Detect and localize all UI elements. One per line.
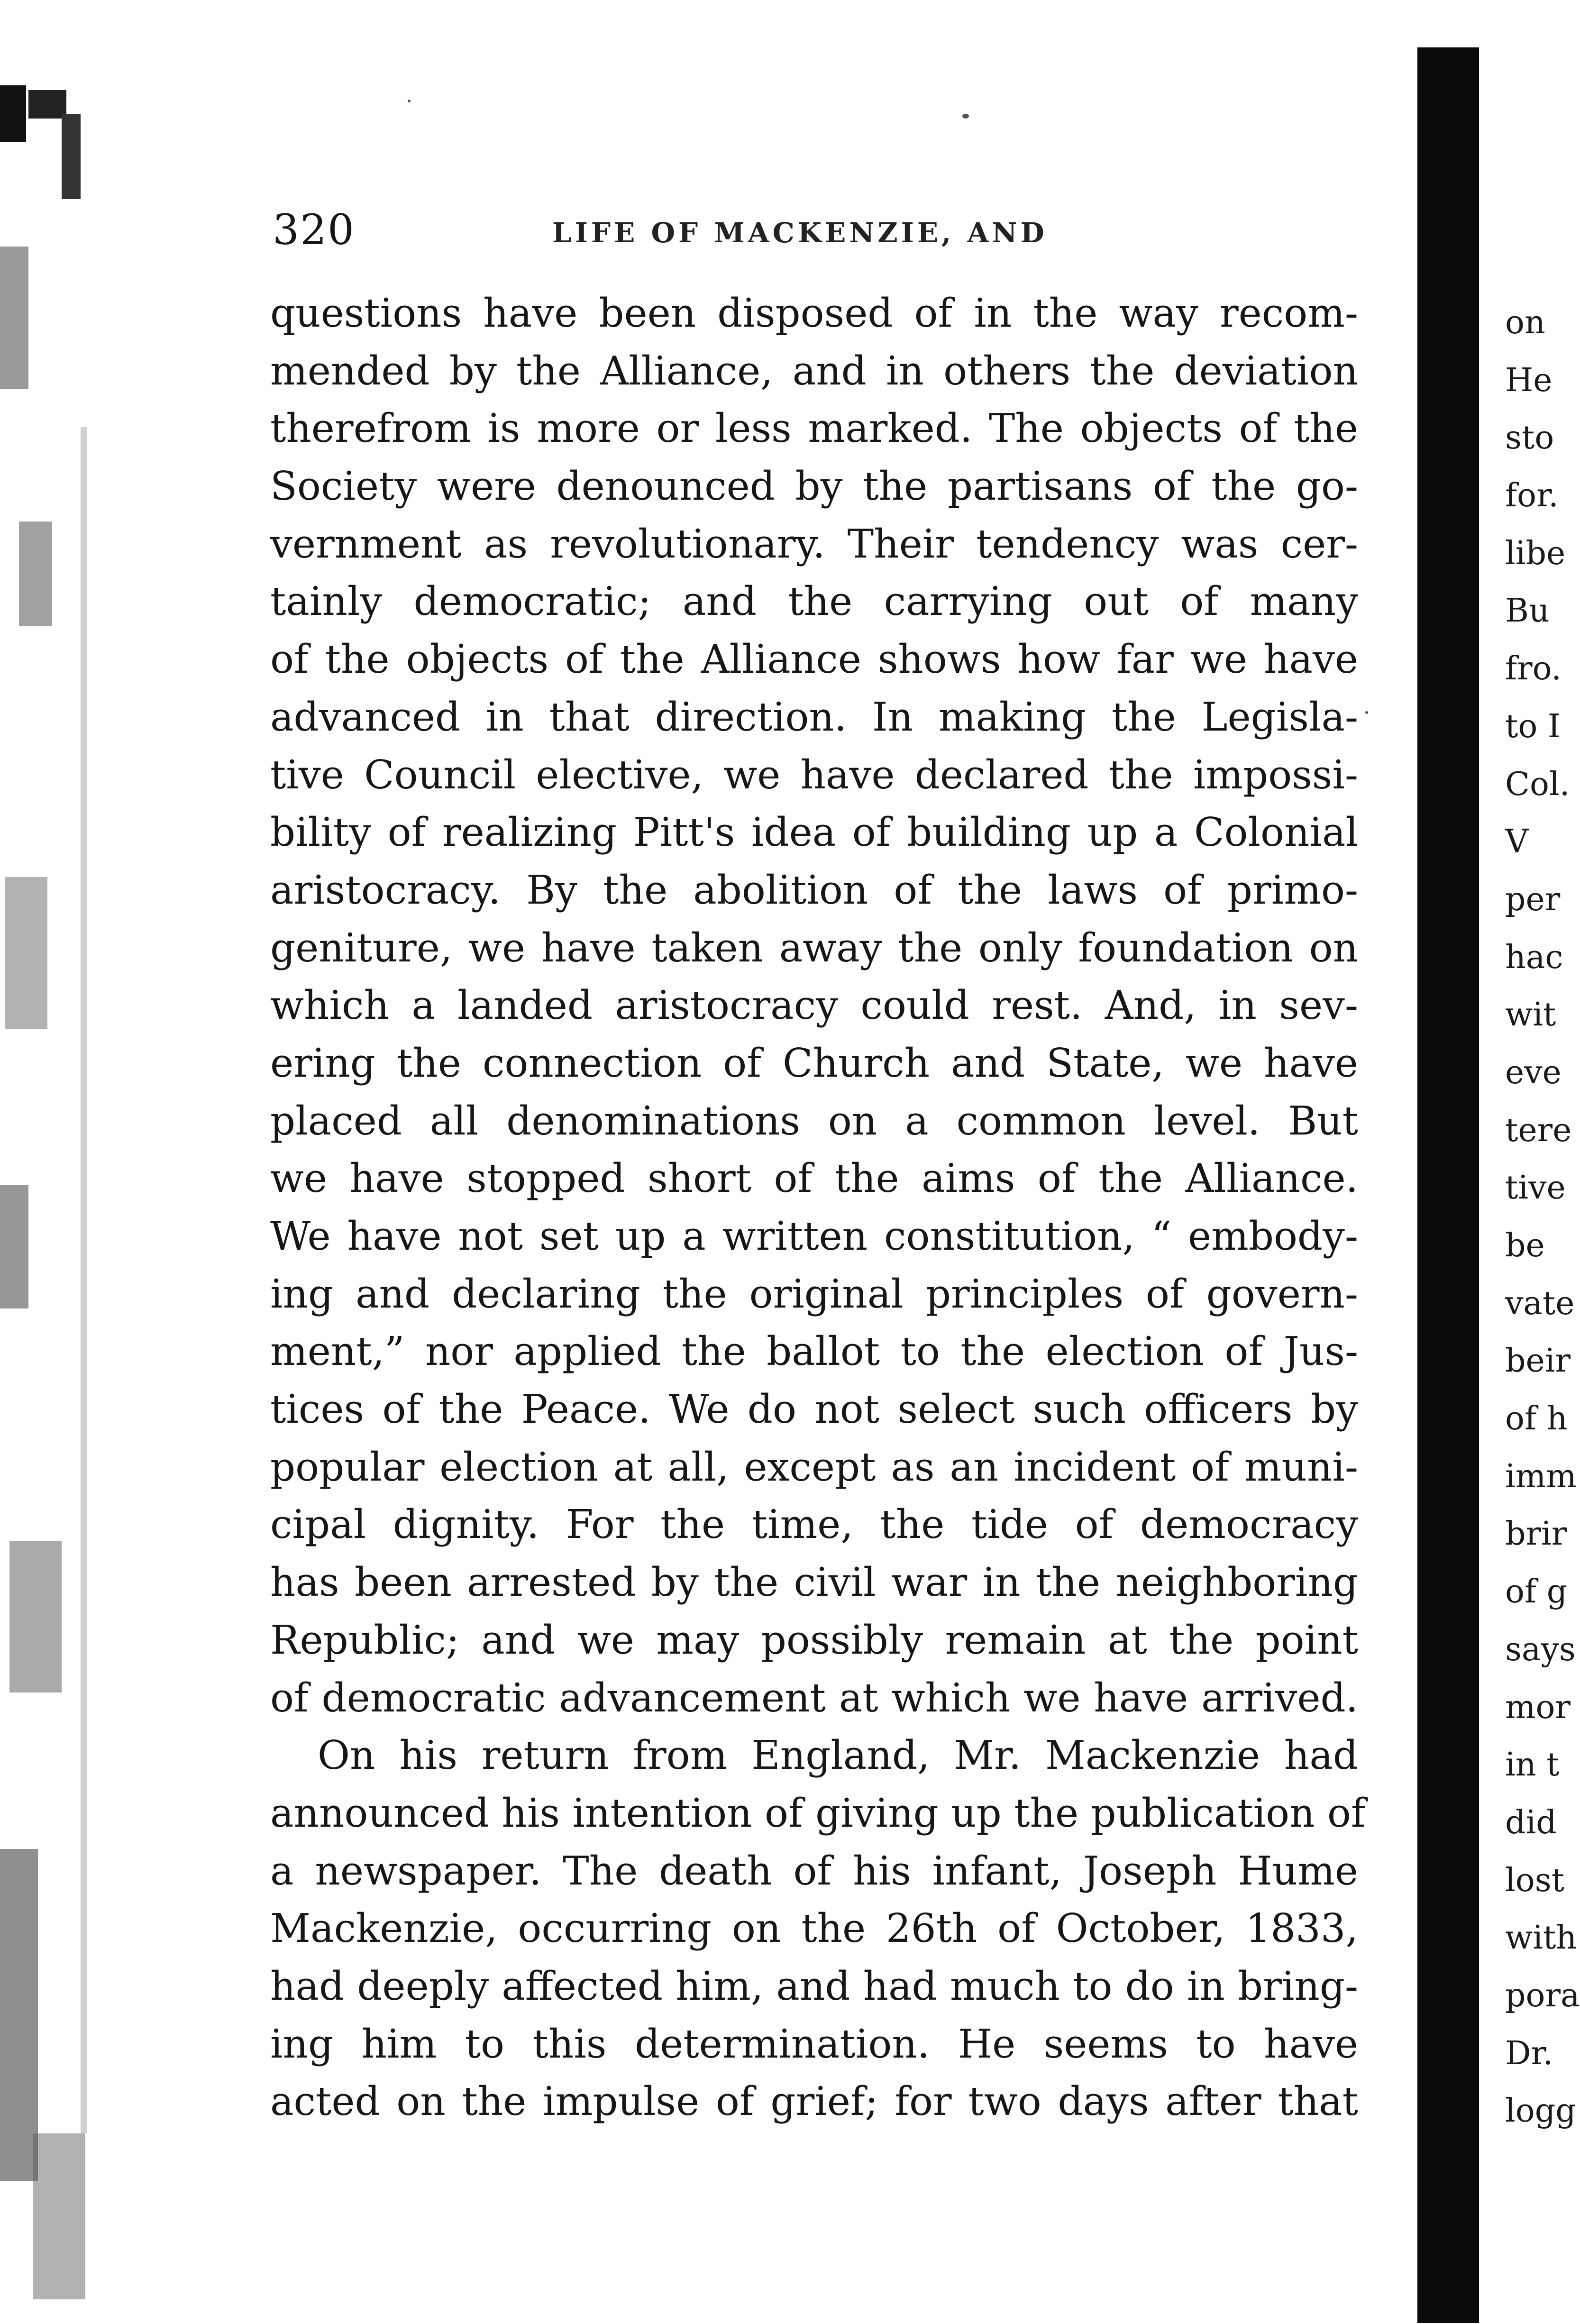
facing-page-fragment: pora [1505, 1976, 1580, 2014]
facing-page-fragment: be [1505, 1227, 1545, 1264]
facing-page-fragments [1505, 294, 1580, 2140]
text-line: ing and declaring the original principles of govern- [270, 1271, 1358, 1317]
text-line: questions have been disposed of in the way recom- [270, 290, 1358, 336]
facing-page-fragment: imm [1505, 1457, 1577, 1495]
facing-page-fragment: vate [1505, 1284, 1575, 1322]
ink-speck [962, 114, 969, 119]
text-line: tainly democratic; and the carrying out of many [270, 578, 1358, 625]
text-line: placed all denominations on a common level. But [270, 1098, 1358, 1144]
facing-page-fragment: V [1505, 823, 1529, 861]
facing-page-fragment: did [1505, 1803, 1557, 1841]
text-line: had deeply affected him, and had much to do in bring- [270, 1963, 1358, 2009]
page-header [273, 201, 1372, 258]
facing-page-fragment: to I [1505, 707, 1561, 745]
facing-page-fragment: tive [1505, 1169, 1566, 1207]
facing-page-fragment: He [1505, 361, 1553, 399]
facing-page-fragment: in t [1505, 1746, 1560, 1784]
text-line: ment,” nor applied the ballot to the election of Jus- [270, 1328, 1358, 1375]
text-line: Republic; and we may possibly remain at the point [270, 1617, 1358, 1663]
ink-speck [1365, 711, 1368, 714]
text-line: has been arrested by the civil war in the neighboring [270, 1559, 1358, 1606]
facing-page-fragment: of h [1505, 1400, 1568, 1438]
facing-page-fragment: libe [1505, 534, 1566, 572]
facing-page-fragment: beir [1505, 1342, 1571, 1380]
facing-page-fragment: on [1505, 304, 1545, 341]
facing-page-fragment: Bu [1505, 592, 1550, 630]
facing-page-fragment: per [1505, 880, 1561, 918]
text-line: vernment as revolutionary. Their tendency was cer- [270, 521, 1358, 567]
paragraph-start-line: On his return from England, Mr. Mackenzie had [318, 1732, 1358, 1779]
facing-page-fragment: hac [1505, 938, 1563, 976]
text-line: of the objects of the Alliance shows how far we have [270, 636, 1358, 683]
facing-page-fragment: of g [1505, 1573, 1568, 1611]
text-line: advanced in that direction. In making the Legisla- [270, 694, 1358, 740]
text-line: We have not set up a written constitution, “ embody- [270, 1213, 1358, 1259]
facing-page-fragment: logg [1505, 2092, 1576, 2130]
scan-edge-noise [0, 0, 156, 2324]
facing-page-fragment: says [1505, 1630, 1576, 1668]
facing-page-fragment: fro. [1505, 650, 1562, 688]
text-line: ing him to this determination. He seems to have [270, 2021, 1358, 2067]
text-line: tive Council elective, we have declared the impossi- [270, 751, 1358, 798]
facing-page-fragment: eve [1505, 1053, 1562, 1091]
text-line: we have stopped short of the aims of the Alliance. [270, 1155, 1358, 1202]
text-line: aristocracy. By the abolition of the laws of primo- [270, 867, 1358, 913]
text-line: of democratic advancement at which we have arrived. [270, 1674, 1358, 1721]
facing-page-fragment: mor [1505, 1688, 1571, 1726]
text-line: bility of realizing Pitt's idea of building up a Colonial [270, 809, 1358, 856]
text-line: Mackenzie, occurring on the 26th of October, 1833, [270, 1905, 1358, 1952]
page-number: 320 [273, 205, 355, 254]
text-line: which a landed aristocracy could rest. And, in sev- [270, 982, 1358, 1029]
text-line: announced his intention of giving up the publication of [270, 1790, 1366, 1836]
text-line: therefrom is more or less marked. The objects of the [270, 405, 1358, 452]
facing-page-fragment: Dr. [1505, 2034, 1553, 2072]
facing-page-fragment: Col. [1505, 765, 1570, 803]
text-line: tices of the Peace. We do not select such officers by [270, 1386, 1358, 1433]
facing-page-fragment: lost [1505, 1861, 1564, 1899]
running-title: LIFE OF MACKENZIE, AND [552, 217, 1048, 249]
facing-page-fragment: wit [1505, 996, 1556, 1034]
text-line: a newspaper. The death of his infant, Joseph Hume [270, 1848, 1358, 1894]
text-line: geniture, we have taken away the only foundation on [270, 924, 1358, 971]
facing-page-fragment: brir [1505, 1515, 1567, 1553]
facing-page-dark-edge [1417, 47, 1479, 2323]
facing-page-fragment: for. [1505, 477, 1559, 515]
text-line: cipal dignity. For the time, the tide of democracy [270, 1501, 1358, 1548]
text-line: acted on the impulse of grief; for two days after that [270, 2078, 1358, 2125]
text-line: mended by the Alliance, and in others the deviation [270, 348, 1358, 394]
body-text [270, 284, 1366, 2131]
facing-page-fragment: with [1505, 1919, 1577, 1957]
facing-page-fragment: sto [1505, 419, 1554, 457]
text-line: ering the connection of Church and State, we have [270, 1040, 1358, 1086]
ink-speck [408, 100, 411, 102]
text-line: Society were denounced by the partisans of the go- [270, 463, 1358, 510]
text-line: popular election at all, except as an incident of muni- [270, 1444, 1358, 1490]
facing-page-fragment: tere [1505, 1111, 1572, 1149]
